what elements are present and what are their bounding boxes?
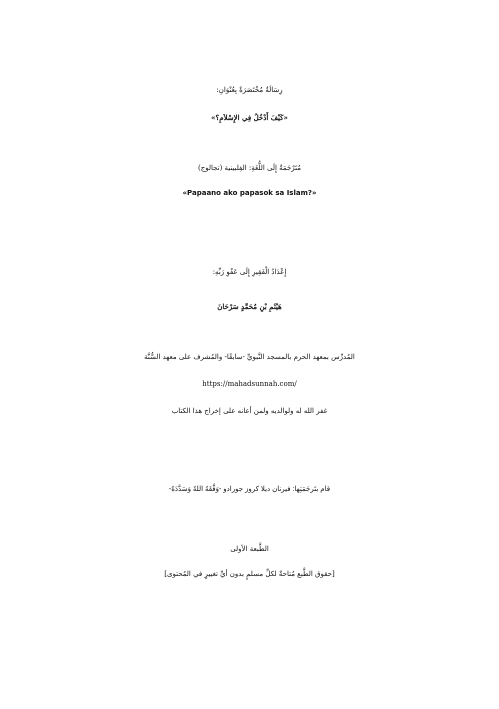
prayer-line: غفر الله له ولوالديه ولمن أعانه على إخراج هذا الكتاب (171, 407, 328, 415)
prepared-by-label: إِعْدَادُ الْفَقِيرِ إِلَى عَفْوِ رَبِّهِ: (212, 268, 287, 276)
arabic-title: «كَيْفَ أَدْخُلُ فِي الإِسْلاَمِ؟» (211, 113, 288, 122)
author-role: المُدرِّس بمعهد الحرم بالمسجد النَّبويِّ -سابقًا- والمُشرف على معهد السُّنَّة (144, 353, 355, 361)
translation-language-line: مُتَرْجَمَةٌ إِلَى اللُّغَةِ: الفِلبينية (تجالوج) (197, 164, 301, 172)
treatise-subtitle: رِسَالَةٌ مُخْتَصَرَةٌ بِعُنْوَانِ: (216, 86, 283, 94)
website-link[interactable]: https://mahadsunnah.com/ (202, 380, 297, 388)
tagalog-title: «Papaano ako papasok sa Islam?» (182, 189, 317, 197)
edition-label: الطَّبعة الأولى (230, 545, 269, 553)
author-name: هَيْثَمِ بْنِ مُحَمَّدٍ سَرْحَانَ (217, 302, 282, 311)
rights-notice: [حقوق الطَّبع مُتاحةٌ لكلِّ مسلمٍ بدون أيِّ تغييرٍ في المُحتوى] (164, 570, 335, 578)
translator-line: قام بتَرجَمَتِها: فيرنان ديلا كروز جورادو -وَفَّقَهُ اللهُ وَسَدَّدَهُ- (168, 486, 331, 493)
